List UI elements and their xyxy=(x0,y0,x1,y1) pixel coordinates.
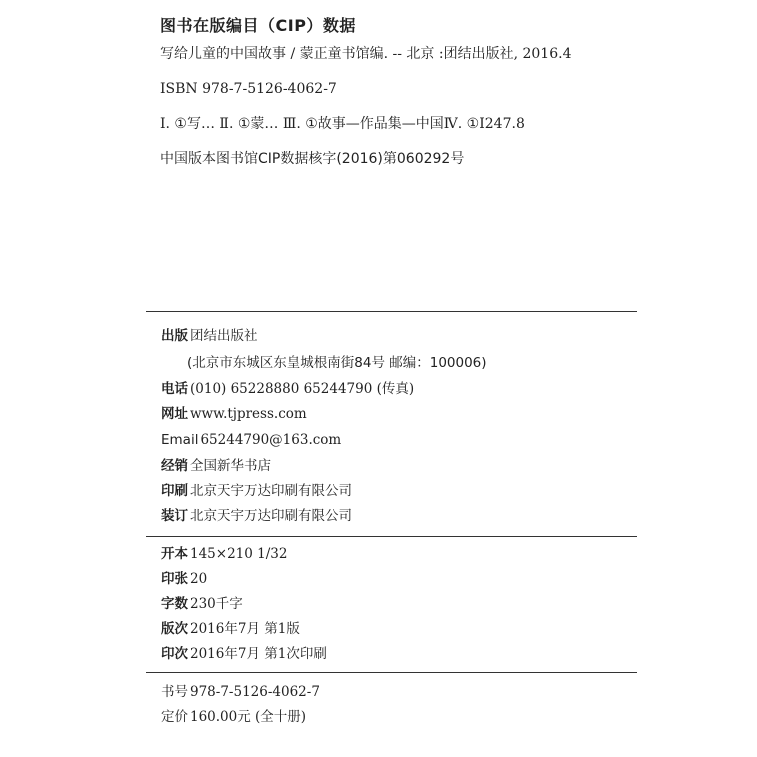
binder-value: 北京天宇万达印刷有限公司 xyxy=(190,508,352,524)
printing-label: 印次 xyxy=(161,646,188,662)
cip-line-record-number: 中国版本图书馆CIP数据核字(2016)第060292号 xyxy=(160,151,465,167)
printer-row xyxy=(161,485,352,499)
words-row xyxy=(161,598,243,612)
printing-value: 2016年7月 第1次印刷 xyxy=(190,646,327,662)
printer-label: 印刷 xyxy=(161,483,188,499)
binder-label: 装订 xyxy=(161,508,188,524)
distributor-row xyxy=(161,460,271,474)
email-label: Email xyxy=(161,432,199,448)
cip-line-isbn: ISBN 978-7-5126-4062-7 xyxy=(160,81,337,97)
printing-row xyxy=(161,648,327,662)
distributor-label: 经销 xyxy=(161,458,188,474)
sheets-row xyxy=(161,573,207,587)
website-value: www.tjpress.com xyxy=(190,406,307,422)
price-label: 定价 xyxy=(161,709,188,725)
phone-value: (010) 65228880 65244790 (传真) xyxy=(190,381,415,397)
format-value: 145×210 1/32 xyxy=(190,546,288,562)
email-row xyxy=(161,434,341,448)
format-label: 开本 xyxy=(161,546,188,562)
printer-value: 北京天宇万达印刷有限公司 xyxy=(190,483,352,499)
cip-title: 图书在版编目（CIP）数据 xyxy=(160,16,356,35)
isbn-label: 书号 xyxy=(161,684,188,700)
edition-row xyxy=(161,623,300,637)
divider-rule xyxy=(146,672,637,673)
sheets-value: 20 xyxy=(190,571,208,587)
sheets-label: 印张 xyxy=(161,571,188,587)
binder-row xyxy=(161,510,352,524)
cip-line-classification: Ⅰ. ①写… Ⅱ. ①蒙… Ⅲ. ①故事—作品集—中国Ⅳ. ①I247.8 xyxy=(160,116,525,132)
price-value: 160.00元 (全十册) xyxy=(190,709,307,725)
words-value: 230千字 xyxy=(190,596,243,612)
website-row xyxy=(161,408,307,422)
format-row xyxy=(161,548,287,562)
cip-line-title: 写给儿童的中国故事 / 蒙正童书馆编. -- 北京 :团结出版社, 2016.4 xyxy=(160,46,572,62)
publisher-name: 团结出版社 xyxy=(190,328,258,344)
edition-value: 2016年7月 第1版 xyxy=(190,621,300,637)
edition-label: 版次 xyxy=(161,621,188,637)
divider-rule xyxy=(146,536,637,537)
phone-row xyxy=(161,383,414,397)
price-row xyxy=(161,711,306,725)
phone-label: 电话 xyxy=(161,381,188,397)
publisher-row xyxy=(161,330,258,344)
words-label: 字数 xyxy=(161,596,188,612)
publisher-address: (北京市东城区东皇城根南街84号 邮编：100006) xyxy=(187,355,487,371)
email-value: 65244790@163.com xyxy=(200,432,342,448)
isbn-value: 978-7-5126-4062-7 xyxy=(190,684,320,700)
website-label: 网址 xyxy=(161,406,188,422)
divider-rule xyxy=(146,311,637,312)
distributor-value: 全国新华书店 xyxy=(190,458,271,474)
isbn-row xyxy=(161,686,320,700)
publisher-label: 出版 xyxy=(161,328,188,344)
